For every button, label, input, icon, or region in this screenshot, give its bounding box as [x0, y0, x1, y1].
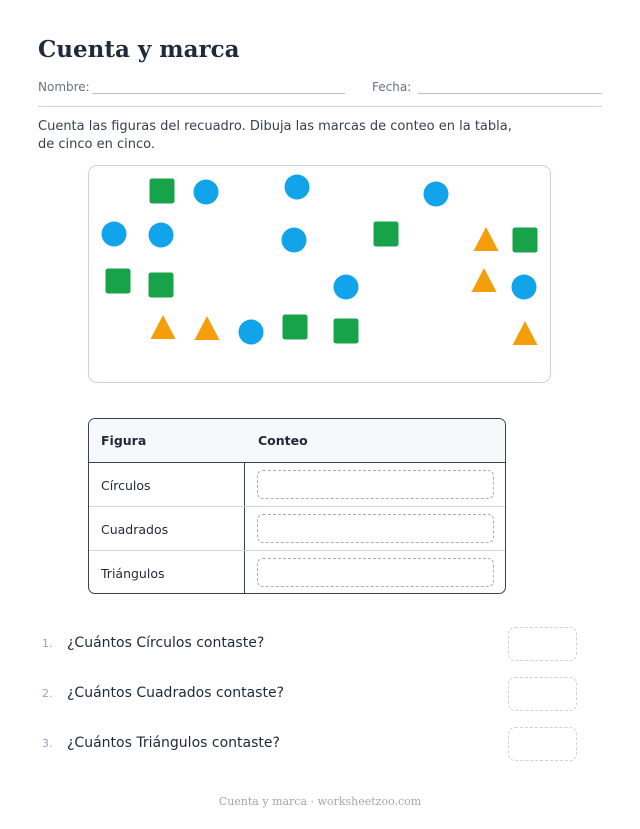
circle-shape	[334, 275, 359, 300]
name-line[interactable]	[92, 93, 345, 94]
header-divider	[38, 106, 602, 107]
row-label: Cuadrados	[101, 522, 169, 537]
square-shape	[106, 269, 131, 294]
shapes-canvas	[89, 166, 552, 384]
date-line[interactable]	[418, 93, 602, 94]
name-label: Nombre:	[38, 80, 90, 94]
answer-box-2[interactable]	[508, 677, 577, 711]
square-shape	[334, 319, 359, 344]
question-1	[0, 627, 640, 661]
tally-box-triangulos[interactable]	[257, 558, 494, 587]
page-title: Cuenta y marca	[38, 36, 240, 63]
circle-shape	[282, 228, 307, 253]
date-label: Fecha:	[372, 80, 412, 94]
triangle-shape	[474, 227, 499, 251]
circle-shape	[285, 175, 310, 200]
header-figura: Figura	[101, 433, 147, 448]
instructions-text: Cuenta las figuras del recuadro. Dibuja las marcas de conteo en la tabla, de cinco en cinco.	[38, 119, 512, 152]
shape-box	[88, 165, 551, 383]
tally-box-circulos[interactable]	[257, 470, 494, 499]
question-number: 1.	[42, 637, 53, 650]
tally-table	[88, 418, 506, 594]
table-row-circulos	[89, 463, 505, 507]
row-label: Círculos	[101, 478, 151, 493]
square-shape	[149, 273, 174, 298]
question-text: ¿Cuántos Cuadrados contaste?	[67, 685, 285, 701]
square-shape	[374, 222, 399, 247]
tally-box-cuadrados[interactable]	[257, 514, 494, 543]
triangle-shape	[151, 315, 176, 339]
question-text: ¿Cuántos Círculos contaste?	[67, 635, 265, 651]
circle-shape	[194, 180, 219, 205]
answer-box-1[interactable]	[508, 627, 577, 661]
table-row-triangulos	[89, 551, 505, 594]
circle-shape	[512, 275, 537, 300]
question-2	[0, 677, 640, 711]
header-conteo: Conteo	[258, 433, 308, 448]
circle-shape	[424, 182, 449, 207]
answer-box-3[interactable]	[508, 727, 577, 761]
question-number: 2.	[42, 687, 53, 700]
circle-shape	[102, 222, 127, 247]
triangle-shape	[195, 316, 220, 340]
square-shape	[513, 228, 538, 253]
question-3	[0, 727, 640, 761]
footer: Cuenta y marca · worksheetzoo.com	[218, 795, 422, 808]
triangle-shape	[472, 268, 497, 292]
row-label: Triángulos	[101, 566, 165, 581]
circle-shape	[149, 223, 174, 248]
question-text: ¿Cuántos Triángulos contaste?	[67, 735, 280, 751]
circle-shape	[239, 320, 264, 345]
triangle-shape	[513, 321, 538, 345]
square-shape	[150, 179, 175, 204]
square-shape	[283, 315, 308, 340]
question-number: 3.	[42, 737, 53, 750]
table-header	[89, 419, 505, 463]
table-row-cuadrados	[89, 507, 505, 551]
